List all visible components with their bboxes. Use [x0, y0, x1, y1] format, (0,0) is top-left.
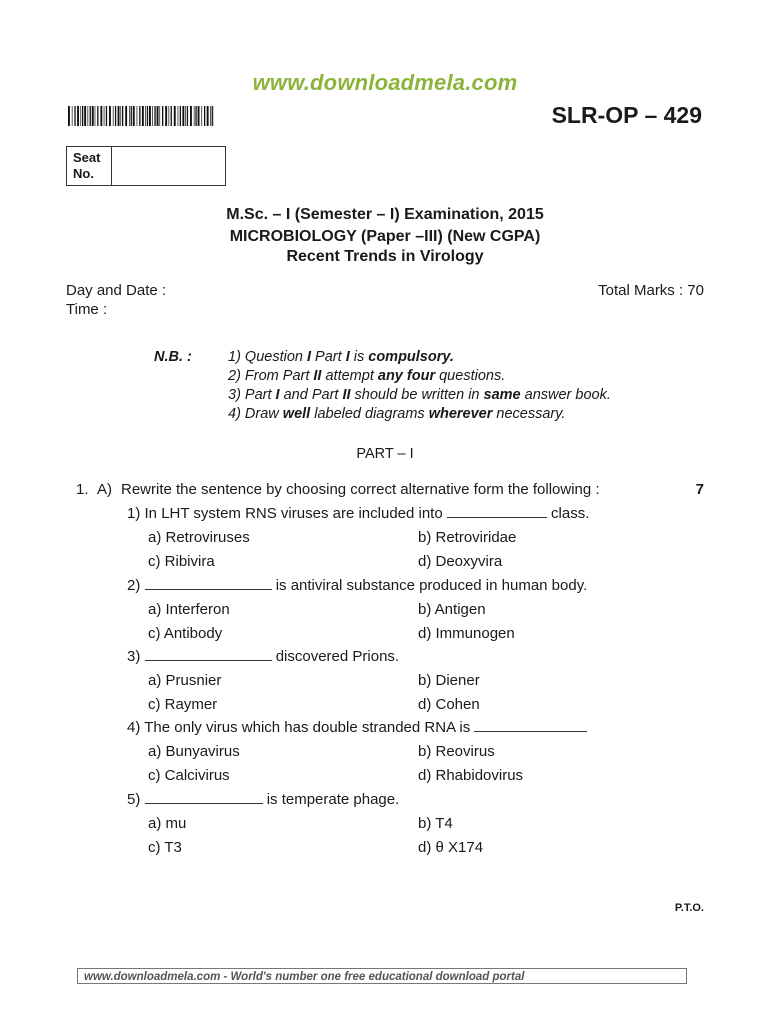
exam-title: M.Sc. – I (Semester – I) Examination, 2015 [226, 206, 544, 223]
instruction-text: 4) [228, 406, 245, 422]
mcq-option-d: d) Cohen [418, 696, 480, 713]
instruction-text: necessary. [492, 406, 566, 422]
instruction-text: should be written in [350, 387, 484, 403]
instruction-text: 2) [228, 368, 245, 384]
mcq-option-a: a) Retroviruses [148, 529, 250, 546]
exam-topic: Recent Trends in Virology [286, 248, 484, 265]
mcq-option-d: d) Rhabidovirus [418, 767, 524, 784]
instruction-item [228, 368, 505, 384]
instruction-text: labeled diagrams [310, 406, 429, 422]
question-instruction: Rewrite the sentence by choosing correct alternative form the following : [121, 481, 600, 498]
seat-number-box [66, 146, 226, 186]
instruction-text: Question [244, 349, 307, 365]
mcq-text: class. [551, 505, 590, 522]
instruction-text: From Part [244, 368, 314, 384]
mcq-option-c: c) Ribivira [148, 553, 215, 570]
instruction-text: II [313, 368, 322, 384]
instruction-text: is [349, 349, 369, 365]
mcq-number: 4) [127, 719, 141, 736]
mcq-text: is antiviral substance produced in human body. [275, 577, 588, 594]
mcq-option-d: d) Immunogen [418, 625, 515, 642]
instruction-text: and Part [279, 387, 343, 403]
instruction-text: questions. [435, 368, 506, 384]
mcq-option-b: b) Reovirus [418, 743, 495, 760]
answer-blank [145, 648, 272, 661]
question-number: 1. [76, 481, 89, 498]
mcq-option-c: c) Calcivirus [148, 767, 230, 784]
mcq-question [127, 791, 399, 808]
instruction-text: 3) [228, 387, 245, 403]
mcq-option-c: c) T3 [148, 839, 182, 856]
part-heading: PART – I [356, 446, 414, 462]
mcq-option-b: b) Diener [418, 672, 480, 689]
seat-number-label: Seat No. [67, 147, 112, 185]
instruction-text: answer book. [520, 387, 611, 403]
instruction-text: I [345, 349, 350, 365]
instruction-text: 1) [228, 349, 245, 365]
mcq-option-d: d) θ X174 [418, 839, 484, 856]
answer-blank [145, 791, 263, 804]
mcq-question [127, 577, 587, 594]
mcq-question [127, 648, 399, 665]
mcq-text: In LHT system RNS viruses are included into [144, 505, 443, 522]
instruction-text: well [282, 406, 311, 422]
mcq-option-b: b) T4 [418, 815, 453, 832]
mcq-question [127, 719, 587, 736]
instruction-text: Part [311, 349, 346, 365]
footer-banner: www.downloadmela.com - World's number one free educational download portal [77, 968, 687, 984]
mcq-option-a: a) Interferon [148, 601, 230, 618]
instruction-text: II [342, 387, 351, 403]
mcq-option-d: d) Deoxyvira [418, 553, 503, 570]
mcq-option-c: c) Antibody [148, 625, 223, 642]
mcq-option-a: a) Bunyavirus [148, 743, 240, 760]
paper-code: SLR-OP – 429 [551, 102, 702, 128]
instruction-text: compulsory. [368, 349, 454, 365]
mcq-number: 1) [127, 505, 141, 522]
barcode-image [68, 106, 214, 126]
time: Time : [66, 301, 108, 318]
mcq-question [127, 505, 589, 522]
instruction-text: same [483, 387, 521, 403]
seat-number-field[interactable] [112, 147, 225, 185]
instruction-text: attempt [321, 368, 378, 384]
answer-blank [474, 719, 587, 732]
question-marks: 7 [695, 481, 704, 498]
mcq-option-c: c) Raymer [148, 696, 218, 713]
exam-subject: MICROBIOLOGY (Paper –III) (New CGPA) [229, 228, 541, 245]
mcq-number: 3) [127, 648, 141, 665]
mcq-option-b: b) Retroviridae [418, 529, 517, 546]
question-subpart: A) [97, 481, 112, 498]
instruction-item [228, 387, 611, 403]
mcq-option-b: b) Antigen [418, 601, 486, 618]
mcq-option-a: a) mu [148, 815, 187, 832]
answer-blank [447, 505, 547, 518]
mcq-option-a: a) Prusnier [148, 672, 222, 689]
instruction-text: I [275, 387, 280, 403]
instruction-text: wherever [428, 406, 493, 422]
instruction-text: I [307, 349, 312, 365]
nb-label: N.B. : [154, 349, 192, 365]
mcq-number: 5) [127, 791, 141, 808]
mcq-number: 2) [127, 577, 141, 594]
instruction-text: any four [377, 368, 436, 384]
instruction-text: Draw [244, 406, 283, 422]
pto-label: P.T.O. [674, 902, 704, 914]
instruction-item [228, 349, 454, 365]
mcq-text: The only virus which has double stranded RNA is [144, 719, 471, 736]
watermark-url: www.downloadmela.com [252, 70, 518, 95]
mcq-text: discovered Prions. [275, 648, 400, 665]
answer-blank [145, 577, 272, 590]
total-marks: Total Marks : 70 [598, 282, 704, 299]
mcq-text: is temperate phage. [266, 791, 400, 808]
instruction-text: Part [244, 387, 276, 403]
instruction-item [228, 406, 565, 422]
day-and-date: Day and Date : [66, 282, 167, 299]
